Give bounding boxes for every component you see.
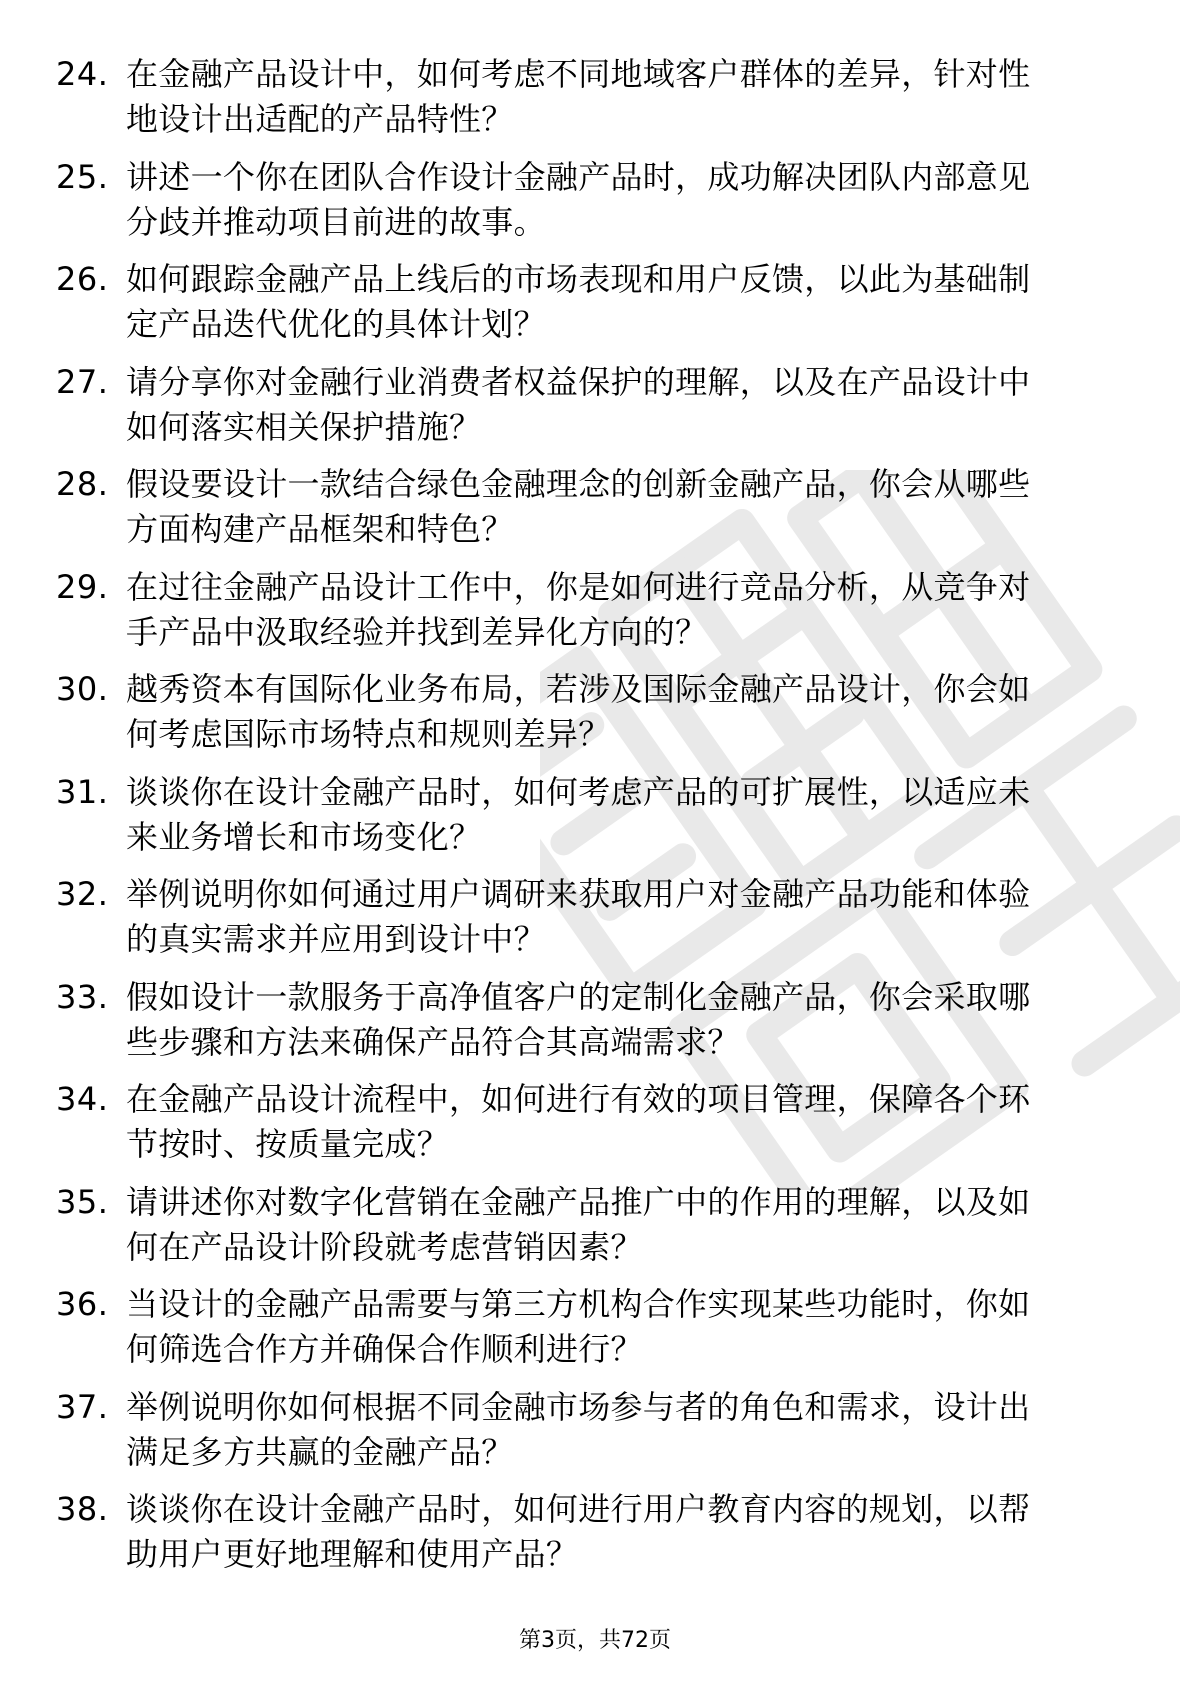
question-item xyxy=(56,1385,1136,1488)
question-line: 方面构建产品框架和特色？ xyxy=(126,510,514,548)
question-item xyxy=(56,257,1136,360)
question-item xyxy=(56,565,1136,668)
question-item xyxy=(56,1180,1136,1283)
question-text xyxy=(126,257,1136,347)
question-line: 的真实需求并应用到设计中？ xyxy=(126,920,546,958)
question-item xyxy=(56,872,1136,975)
question-line: 如何落实相关保护措施？ xyxy=(126,407,482,446)
question-item xyxy=(56,975,1136,1078)
question-text xyxy=(126,872,1136,962)
question-line: 分歧并推动项目前进的故事。 xyxy=(126,202,546,241)
question-item xyxy=(56,667,1136,770)
question-number: 24. xyxy=(56,55,109,93)
question-line: 请分享你对金融行业消费者权益保护的理解，以及在产品设计中 xyxy=(126,362,1031,401)
question-item xyxy=(56,360,1136,463)
question-text xyxy=(126,975,1136,1065)
question-line: 满足多方共赢的金融产品？ xyxy=(126,1432,514,1471)
question-text xyxy=(126,667,1136,757)
question-item xyxy=(56,155,1136,258)
question-line: 越秀资本有国际化业务布局，若涉及国际金融产品设计，你会如 xyxy=(126,670,1031,708)
question-text xyxy=(126,155,1136,245)
question-line: 何筛选合作方并确保合作顺利进行？ xyxy=(126,1330,643,1368)
question-line: 来业务增长和市场变化？ xyxy=(126,817,482,856)
question-text xyxy=(126,1077,1136,1167)
question-number: 36. xyxy=(56,1285,109,1323)
question-line: 在金融产品设计中，如何考虑不同地域客户群体的差异，针对性 xyxy=(126,55,1031,93)
question-item xyxy=(56,1487,1136,1590)
question-line: 在金融产品设计流程中，如何进行有效的项目管理，保障各个环 xyxy=(126,1080,1031,1118)
question-number: 25. xyxy=(56,157,109,196)
question-line: 节按时、按质量完成？ xyxy=(126,1125,450,1163)
question-line: 假如设计一款服务于高净值客户的定制化金融产品，你会采取哪 xyxy=(126,977,1031,1016)
page-footer: 第3页，共72页 xyxy=(519,1628,671,1653)
question-line: 何在产品设计阶段就考虑营销因素？ xyxy=(126,1227,643,1266)
question-line: 请讲述你对数字化营销在金融产品推广中的作用的理解，以及如 xyxy=(126,1182,1031,1221)
question-text xyxy=(126,462,1136,552)
question-number: 32. xyxy=(56,875,109,913)
question-text xyxy=(126,1487,1136,1577)
question-text xyxy=(126,52,1136,142)
question-number: 29. xyxy=(56,567,109,606)
question-text xyxy=(126,770,1136,860)
question-line: 假设要设计一款结合绿色金融理念的创新金融产品，你会从哪些 xyxy=(126,465,1031,503)
question-text xyxy=(126,1385,1136,1475)
question-line: 何考虑国际市场特点和规则差异？ xyxy=(126,715,611,753)
question-line: 谈谈你在设计金融产品时，如何进行用户教育内容的规划，以帮 xyxy=(126,1490,1031,1528)
question-line: 在过往金融产品设计工作中，你是如何进行竞品分析，从竞争对 xyxy=(126,567,1031,606)
question-line: 地设计出适配的产品特性？ xyxy=(126,100,514,138)
question-number: 35. xyxy=(56,1182,109,1221)
question-number: 37. xyxy=(56,1387,109,1426)
question-number: 33. xyxy=(56,977,109,1016)
question-number: 28. xyxy=(56,465,109,503)
question-item xyxy=(56,1077,1136,1180)
question-line: 讲述一个你在团队合作设计金融产品时，成功解决团队内部意见 xyxy=(126,157,1031,196)
question-item xyxy=(56,52,1136,155)
question-number: 27. xyxy=(56,362,109,401)
question-number: 30. xyxy=(56,670,109,708)
question-number: 34. xyxy=(56,1080,109,1118)
question-item xyxy=(56,770,1136,873)
question-number: 38. xyxy=(56,1490,109,1528)
question-text xyxy=(126,565,1136,655)
question-text xyxy=(126,360,1136,450)
question-line: 定产品迭代优化的具体计划？ xyxy=(126,305,546,343)
question-line: 举例说明你如何通过用户调研来获取用户对金融产品功能和体验 xyxy=(126,875,1031,913)
question-line: 助用户更好地理解和使用产品？ xyxy=(126,1535,579,1573)
question-number: 26. xyxy=(56,260,109,298)
question-line: 如何跟踪金融产品上线后的市场表现和用户反馈，以此为基础制 xyxy=(126,260,1031,298)
question-item xyxy=(56,462,1136,565)
question-line: 些步骤和方法来确保产品符合其高端需求？ xyxy=(126,1022,740,1061)
question-line: 手产品中汲取经验并找到差异化方向的？ xyxy=(126,612,708,651)
question-list xyxy=(56,52,1136,1590)
question-text xyxy=(126,1282,1136,1372)
question-item xyxy=(56,1282,1136,1385)
question-text xyxy=(126,1180,1136,1270)
question-line: 谈谈你在设计金融产品时，如何考虑产品的可扩展性，以适应未 xyxy=(126,772,1031,811)
question-line: 举例说明你如何根据不同金融市场参与者的角色和需求，设计出 xyxy=(126,1387,1031,1426)
question-line: 当设计的金融产品需要与第三方机构合作实现某些功能时，你如 xyxy=(126,1285,1031,1323)
question-number: 31. xyxy=(56,772,109,811)
